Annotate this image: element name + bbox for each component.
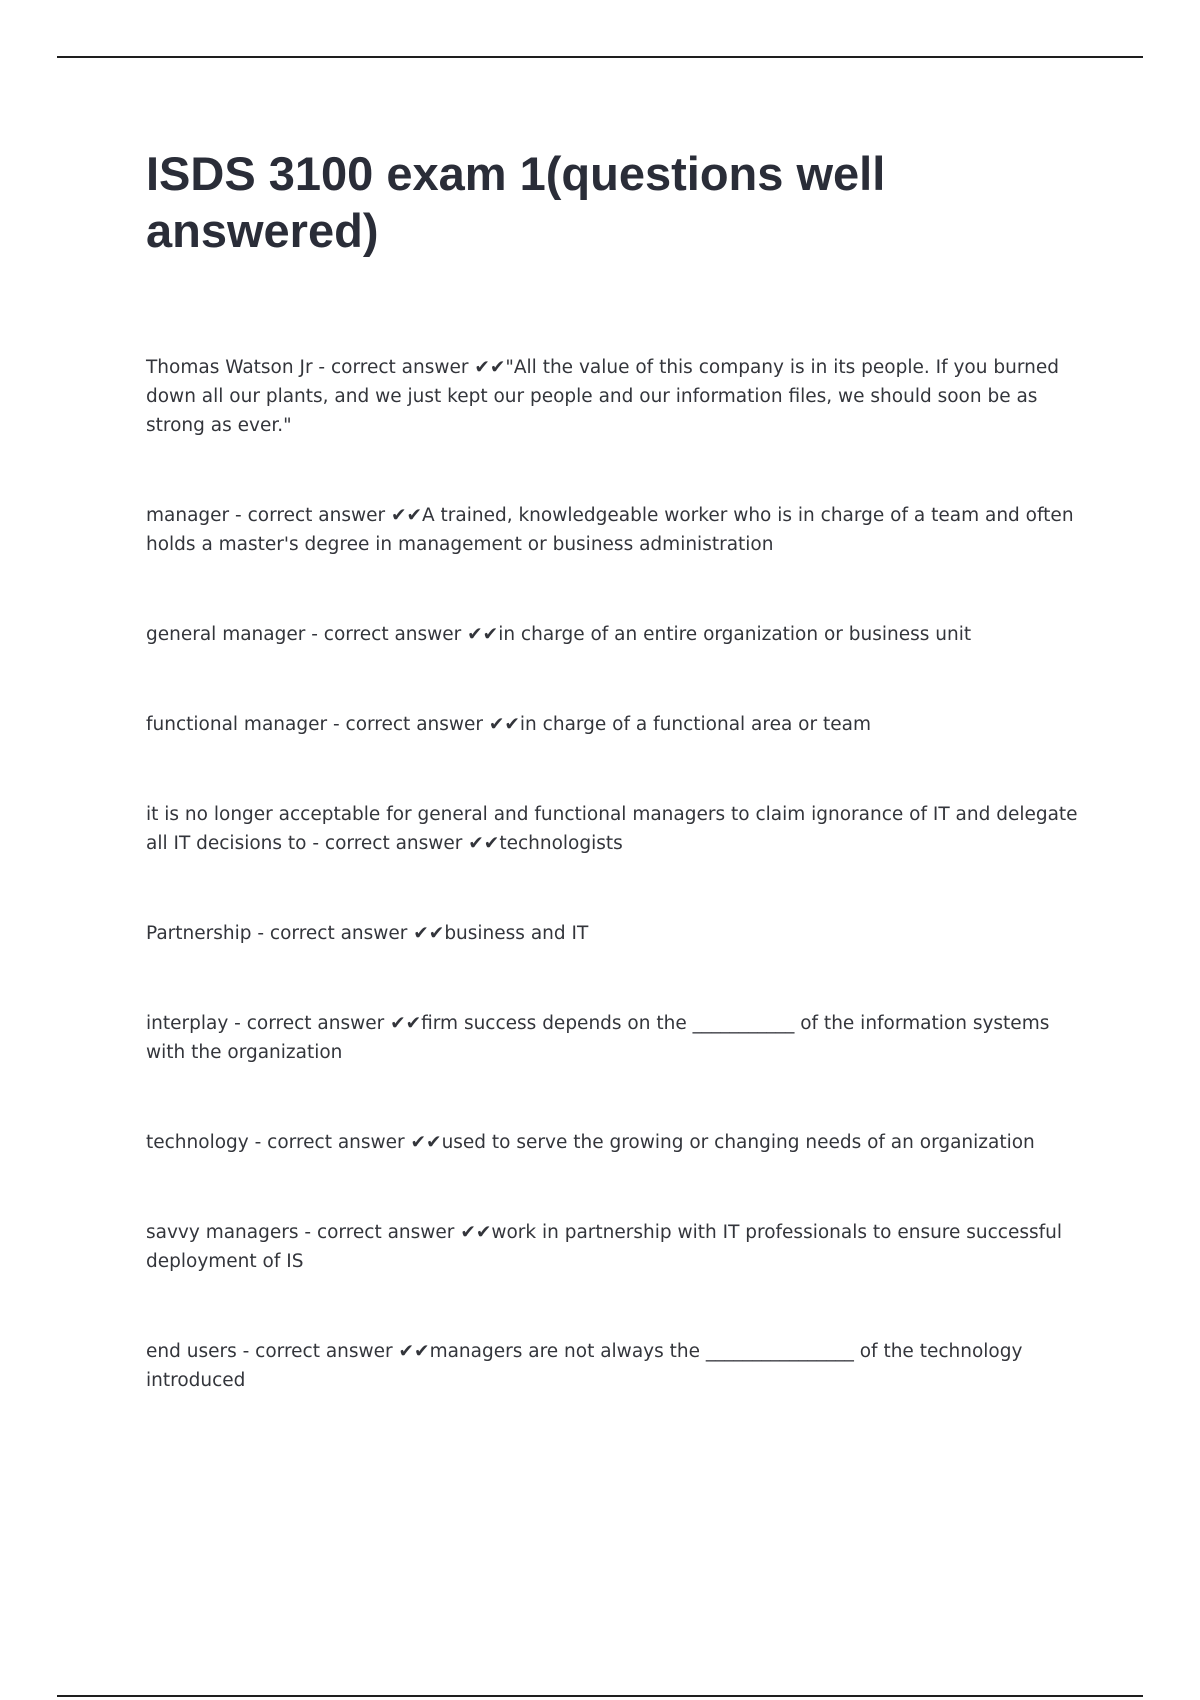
flashcard-list <box>146 353 1086 1395</box>
entry-term: technology <box>146 1132 249 1153</box>
entry-term: Partnership <box>146 923 252 944</box>
top-rule <box>57 56 1143 58</box>
entry-answer: firm success depends on the ___________ of the information systems with the organization <box>146 1013 1050 1063</box>
entry-term: interplay <box>146 1013 229 1034</box>
entry-term: end users <box>146 1341 237 1362</box>
flashcard-entry: it is no longer acceptable for general and functional managers to claim ignorance of IT and delegate all IT decisions to - correct answer ✔✔technologists <box>146 804 1078 854</box>
answer-prefix: correct answer <box>247 505 386 526</box>
entry-term: Thomas Watson Jr <box>146 357 313 378</box>
answer-prefix: correct answer <box>246 1013 385 1034</box>
entry-answer: technologists <box>499 833 623 854</box>
entry-answer: A trained, knowledgeable worker who is in charge of a team and often holds a master's degree in management or business administration <box>146 505 1074 555</box>
flashcard-entry: Thomas Watson Jr - correct answer ✔✔"All the value of this company is in its people. If you burned down all our plants, and we just kept our people and our information files, we should soon be as strong as ever." <box>146 357 1059 436</box>
entry-answer: managers are not always the ________________ of the technology introduced <box>146 1341 1023 1391</box>
entry-answer: work in partnership with IT professionals to ensure successful deployment of IS <box>146 1222 1063 1272</box>
document-body <box>146 145 1086 1456</box>
answer-prefix: correct answer <box>255 1341 393 1362</box>
check-marks-icon: ✔✔ <box>468 833 500 854</box>
check-marks-icon: ✔✔ <box>467 624 499 645</box>
check-marks-icon: ✔✔ <box>390 505 422 526</box>
entry-term: functional manager <box>146 714 328 735</box>
document-title: ISDS 3100 exam 1(questions well answered) <box>146 147 886 257</box>
flashcard-entry: interplay - correct answer ✔✔firm success depends on the ___________ of the information systems with the organization <box>146 1013 1050 1063</box>
flashcard-entry: end users - correct answer ✔✔managers are not always the ________________ of the technology introduced <box>146 1341 1023 1391</box>
entry-term: manager <box>146 505 230 526</box>
entry-term: general manager <box>146 624 306 645</box>
answer-prefix: correct answer <box>316 1222 455 1243</box>
flashcard-entry: manager - correct answer ✔✔A trained, knowledgeable worker who is in charge of a team and often holds a master's degree in management or business administration <box>146 505 1074 555</box>
check-marks-icon: ✔✔ <box>460 1222 492 1243</box>
bottom-rule <box>57 1695 1143 1697</box>
flashcard-entry: Partnership - correct answer ✔✔business and IT <box>146 923 589 944</box>
flashcard-entry: technology - correct answer ✔✔used to serve the growing or changing needs of an organization <box>146 1132 1035 1153</box>
check-marks-icon: ✔✔ <box>413 923 445 944</box>
entry-term: savvy managers <box>146 1222 299 1243</box>
check-marks-icon: ✔✔ <box>410 1132 442 1153</box>
answer-prefix: correct answer <box>330 357 469 378</box>
check-marks-icon: ✔✔ <box>398 1341 430 1362</box>
entry-term: it is no longer acceptable for general and functional managers to claim ignorance of IT and delegate all IT decisions to <box>146 804 1078 854</box>
flashcard-entry: functional manager - correct answer ✔✔in charge of a functional area or team <box>146 714 871 735</box>
entry-answer: used to serve the growing or changing needs of an organization <box>441 1132 1035 1153</box>
check-marks-icon: ✔✔ <box>488 714 520 735</box>
answer-prefix: correct answer <box>345 714 484 735</box>
entry-answer: in charge of an entire organization or business unit <box>498 624 972 645</box>
answer-prefix: correct answer <box>269 923 408 944</box>
check-marks-icon: ✔✔ <box>474 357 506 378</box>
entry-answer: "All the value of this company is in its people. If you burned down all our plants, and we just kept our people and our information files, we should soon be as strong as ever." <box>146 357 1059 436</box>
answer-prefix: correct answer <box>324 833 463 854</box>
entry-answer: business and IT <box>444 923 589 944</box>
entry-answer: in charge of a functional area or team <box>519 714 871 735</box>
check-marks-icon: ✔✔ <box>390 1013 422 1034</box>
flashcard-entry: savvy managers - correct answer ✔✔work in partnership with IT professionals to ensure successful deployment of IS <box>146 1222 1063 1272</box>
flashcard-entry: general manager - correct answer ✔✔in charge of an entire organization or business unit <box>146 624 972 645</box>
answer-prefix: correct answer <box>323 624 462 645</box>
answer-prefix: correct answer <box>267 1132 405 1153</box>
